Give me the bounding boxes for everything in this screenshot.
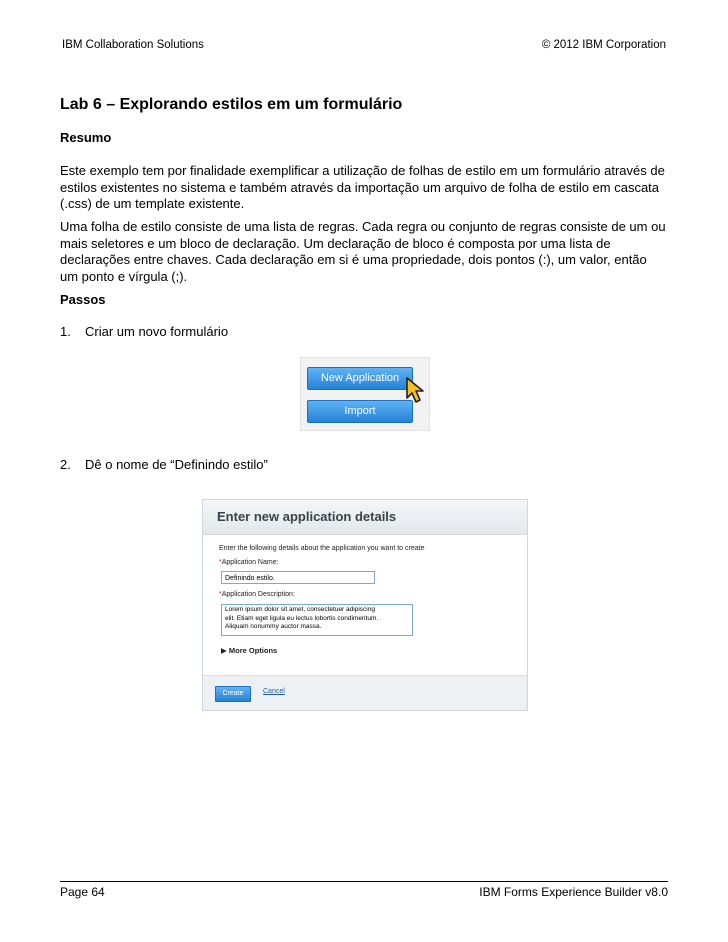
dialog-instruction: Enter the following details about the application you want to create bbox=[219, 545, 425, 552]
step-1 bbox=[60, 324, 228, 339]
dialog-title: Enter new application details bbox=[203, 500, 527, 535]
required-mark: * bbox=[219, 591, 222, 598]
label-text: Application Description: bbox=[221, 591, 295, 598]
more-options-toggle[interactable] bbox=[221, 646, 277, 655]
more-options-label: More Options bbox=[228, 646, 278, 655]
screenshot-application-details-dialog bbox=[202, 499, 528, 711]
label-text: Application Name: bbox=[221, 559, 279, 566]
header-right-text: © 2012 IBM Corporation bbox=[541, 39, 666, 51]
header-left-text: IBM Collaboration Solutions bbox=[62, 39, 204, 51]
section-heading-resumo: Resumo bbox=[60, 130, 112, 145]
pointer-cursor-icon bbox=[404, 376, 430, 404]
footer-page-number: Page 64 bbox=[60, 885, 105, 899]
application-description-textarea[interactable] bbox=[221, 604, 413, 636]
footer-divider bbox=[60, 881, 668, 882]
step-number: 1. bbox=[60, 324, 71, 339]
step-text: Criar um novo formulário bbox=[85, 324, 229, 339]
application-name-label bbox=[219, 559, 279, 566]
paragraph-resumo-1: Este exemplo tem por finalidade exemplificar a utilização de folhas de estilo em um formulário através de estilos existentes no sistema e também através da importação um arquivo de folha de estilo em cascata (.css) de um template existente. bbox=[60, 163, 665, 211]
dialog-body bbox=[203, 535, 527, 675]
step-text: Dê o nome de “Definindo estilo” bbox=[85, 457, 268, 472]
footer-product-name: IBM Forms Experience Builder v8.0 bbox=[479, 885, 668, 899]
paragraph-resumo-2: Uma folha de estilo consiste de uma lista de regras. Cada regra ou conjunto de regras consiste de um ou mais seletores e um bloco de declaração. Um declaração de bloco é composta por uma lista de declarações entre chaves. Cada declaração em si é uma propriedade, dois pontos (:), um valor, então um ponto e vírgula (;). bbox=[60, 219, 666, 284]
required-mark: * bbox=[219, 559, 222, 566]
description-line: elit. Etiam eget ligula eu lectus lobortis condimentum. bbox=[225, 614, 379, 622]
dialog-footer bbox=[203, 675, 527, 710]
application-description-label bbox=[219, 591, 295, 598]
application-name-input[interactable]: Definindo estilo. bbox=[221, 571, 375, 584]
description-line: Lorem ipsum dolor sit amet, consectetuer adipiscing bbox=[225, 606, 375, 613]
step-number: 2. bbox=[60, 457, 71, 472]
create-button[interactable]: Create bbox=[215, 686, 251, 702]
triangle-right-icon: ▶ bbox=[221, 646, 227, 655]
step-2 bbox=[60, 457, 268, 472]
cancel-link[interactable]: Cancel bbox=[263, 688, 285, 695]
import-button[interactable]: Import bbox=[307, 400, 413, 423]
section-heading-passos: Passos bbox=[60, 292, 106, 307]
screenshot-new-application-buttons bbox=[300, 357, 430, 431]
page-title: Lab 6 – Explorando estilos em um formulário bbox=[60, 96, 403, 113]
description-line: Aliquam nonummy auctor massa. bbox=[225, 623, 322, 630]
new-application-button[interactable]: New Application bbox=[307, 367, 413, 390]
